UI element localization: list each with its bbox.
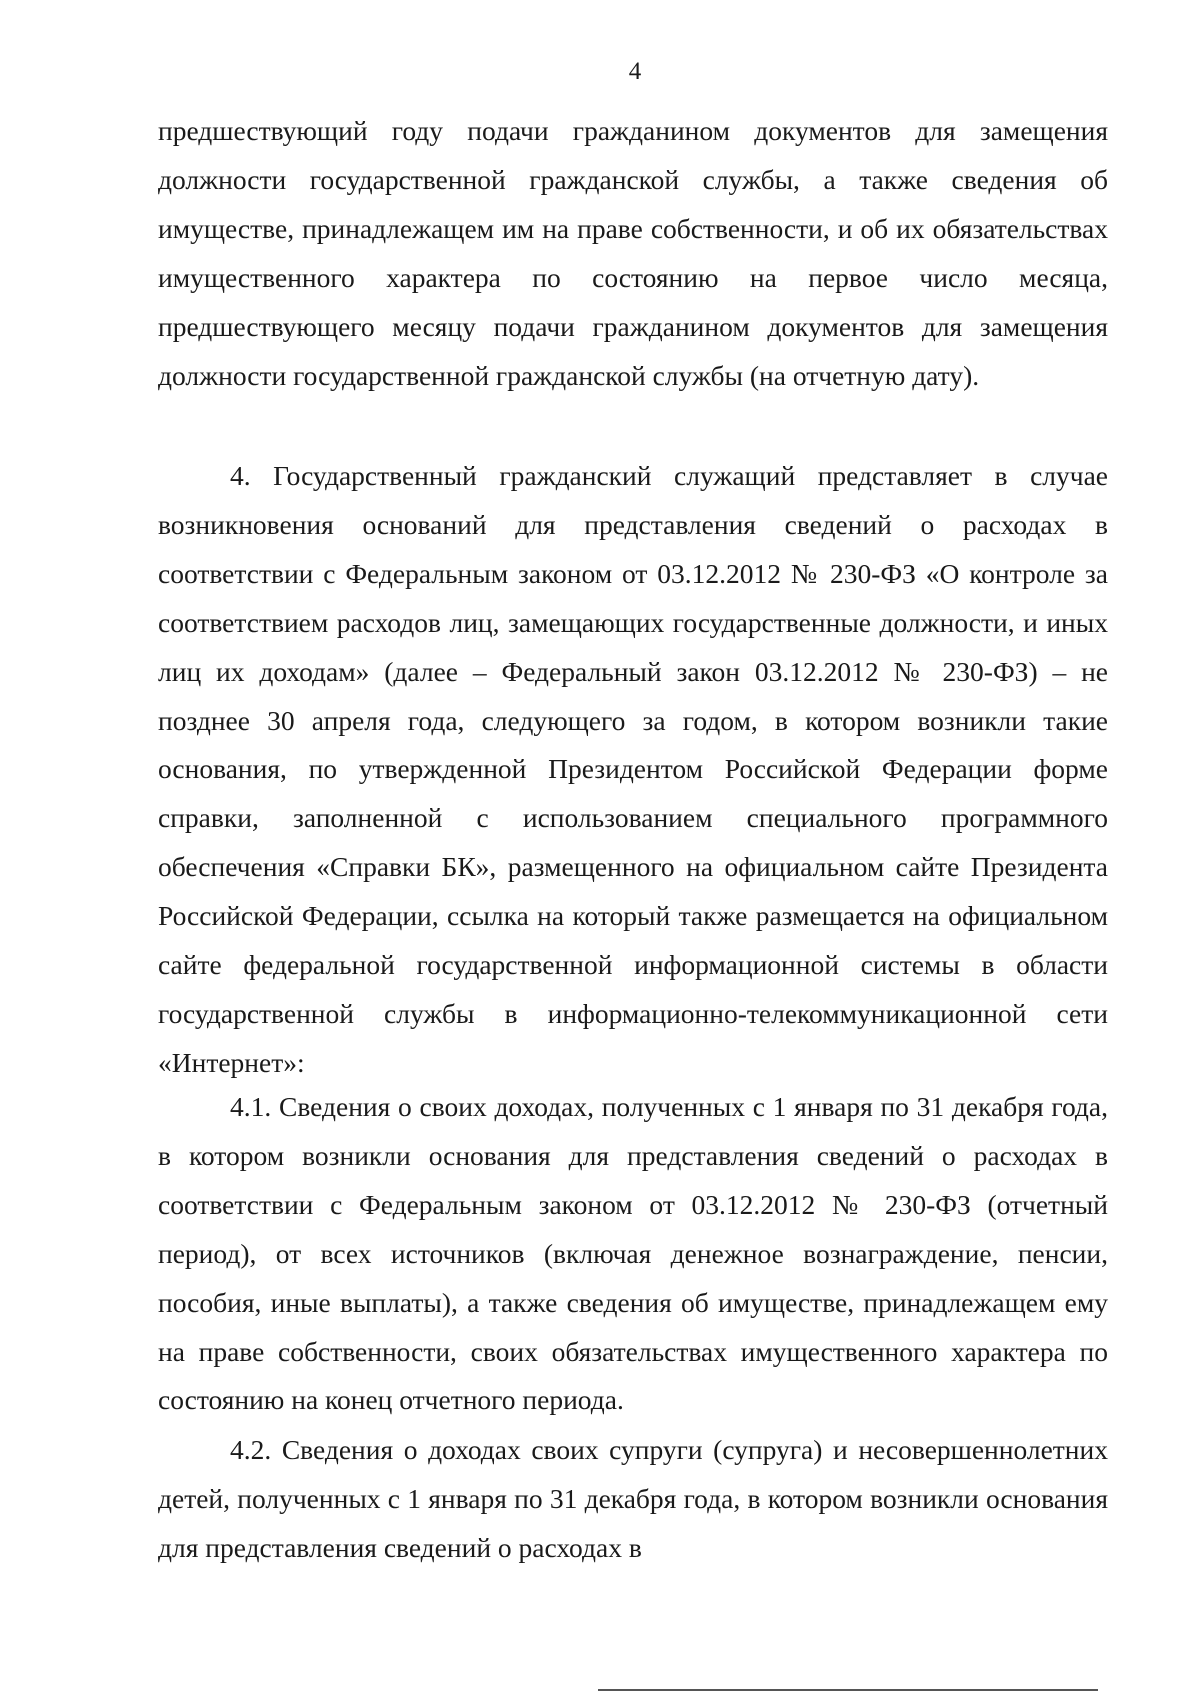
page-number: 4	[628, 58, 642, 85]
paragraph-text: 4. Государственный гражданский служащий представляет в случае возникновения оснований для представления сведений о расходах в соответствии с Федеральным законом от 03.12.2012 № 230-ФЗ «О контроле за соответствием расходов лиц, замещающих государственные должности, и иных лиц их доходам» (далее – Федеральный закон 03.12.2012 № 230-ФЗ) – не позднее 30 апреля года, следующего за годом, в котором возникли такие основания, по утвержденной Президентом Российской Федерации форме справки, заполненной с использованием специального программного обеспечения «Справки БК», размещенного на официальном сайте Президента Российской Федерации, ссылка на который также размещается на официальном сайте федеральной государственной информационной системы в области государственной службы в информационно-телекоммуникационной сети «Интернет»:	[158, 460, 1108, 1078]
paragraph-text: 4.1. Сведения о своих доходах, полученных с 1 января по 31 декабря года, в котором возникли основания для представления сведений о расходах в соответствии с Федеральным законом от 03.12.2012 № 230-ФЗ (отчетный период), от всех источников (включая денежное вознаграждение, пенсии, пособия, иные выплаты), а также сведения об имуществе, принадлежащем ему на праве собственности, своих обязательствах имущественного характера по состоянию на конец отчетного периода.	[158, 1091, 1108, 1416]
paragraph-text: предшествующий году подачи гражданином документов для замещения должности государственной гражданской службы, а также сведения об имуществе, принадлежащем им на праве собственности, и об их обязательствах имущественного характера по состоянию на первое число месяца, предшествующего месяцу подачи гражданином документов для замещения должности государственной гражданской службы (на отчетную дату).	[158, 115, 1108, 391]
footer-divider	[598, 1689, 1098, 1691]
paragraph-item-4-2	[158, 1426, 1108, 1573]
paragraph-item-4	[158, 452, 1108, 1088]
paragraph-item-4-1	[158, 1083, 1108, 1425]
paragraph-continuation	[158, 107, 1108, 400]
paragraph-text: 4.2. Сведения о доходах своих супруги (супруга) и несовершеннолетних детей, полученных с 1 января по 31 декабря года, в котором возникли основания для представления сведений о расходах в	[158, 1434, 1108, 1563]
